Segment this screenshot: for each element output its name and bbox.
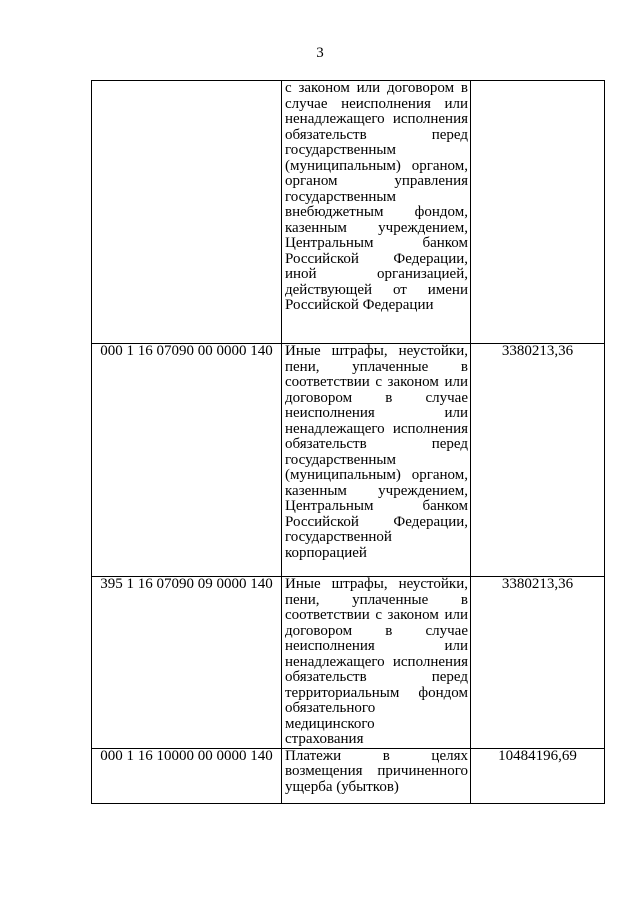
budget-code-cell: 395 1 16 07090 09 0000 140 [92, 577, 282, 749]
revenue-name-line: случае неисполнения или [285, 95, 468, 112]
revenue-name-line: возмещения причиненного [285, 763, 468, 779]
table-row [92, 748, 605, 803]
revenue-name-line: обязательств перед [285, 669, 468, 685]
revenue-name-line: ненадлежащего исполнения [285, 111, 468, 127]
revenue-table-body [92, 81, 605, 804]
revenue-name-line: пени, уплаченные в [285, 358, 468, 375]
revenue-name-line: казенным учреждением, [285, 482, 468, 499]
table-row [92, 344, 605, 577]
revenue-name-line: Российской Федерации, [285, 513, 468, 530]
revenue-name-line: органом управления [285, 173, 468, 189]
revenue-name-line: государственным [285, 142, 396, 158]
revenue-name-line: иной организацией, [285, 266, 468, 282]
revenue-name-line: договором в случае [285, 389, 468, 406]
revenue-name-text [282, 344, 470, 561]
revenue-name-line: внебюджетным фондом, [285, 204, 468, 220]
table-row [92, 577, 605, 749]
amount-cell [471, 81, 605, 344]
revenue-name-line: ненадлежащего исполнения [285, 653, 468, 670]
revenue-name-line: Платежи в целях [285, 747, 468, 764]
revenue-name-cell [282, 81, 471, 344]
revenue-name-cell [282, 344, 471, 577]
revenue-name-line: обязательного медицинского [285, 700, 376, 732]
revenue-name-cell [282, 748, 471, 803]
revenue-name-text [282, 577, 470, 748]
budget-code-cell: 000 1 16 10000 00 0000 140 [92, 748, 282, 803]
revenue-name-line: Иные штрафы, неустойки, [285, 343, 468, 359]
revenue-name-line: неисполнения или [285, 638, 468, 654]
revenue-name-line: договором в случае [285, 622, 468, 639]
revenue-table [91, 80, 605, 804]
revenue-name-line: ненадлежащего исполнения [285, 420, 468, 437]
budget-code-cell [92, 81, 282, 344]
table-row [92, 81, 605, 344]
revenue-name-line: соответствии с законом или [285, 374, 468, 390]
revenue-name-line: неисполнения или [285, 405, 468, 421]
revenue-name-line: (муниципальным) органом, [285, 467, 468, 483]
revenue-name-line: пени, уплаченные в [285, 591, 468, 608]
revenue-name-line: обязательств перед [285, 126, 468, 143]
revenue-name-line: Российской Федерации [285, 297, 434, 313]
revenue-name-line: Центральным банком [285, 498, 468, 514]
amount-cell: 10484196,69 [471, 748, 605, 803]
revenue-name-line: государственным [285, 188, 396, 205]
revenue-name-line: страхования [285, 731, 364, 747]
revenue-name-line: Российской Федерации, [285, 250, 468, 267]
revenue-name-line: казенным учреждением, [285, 219, 468, 236]
page-number: 3 [316, 45, 324, 61]
revenue-name-text [282, 81, 470, 314]
revenue-name-line: государственной [285, 529, 392, 545]
revenue-name-text [282, 749, 470, 796]
amount-cell: 3380213,36 [471, 344, 605, 577]
revenue-name-line: с законом или договором в [285, 80, 468, 96]
revenue-name-line: государственным [285, 451, 396, 468]
revenue-name-line: действующей от имени [285, 281, 468, 298]
revenue-name-line: обязательств перед [285, 436, 468, 452]
revenue-name-line: территориальным фондом [285, 684, 468, 701]
budget-code-cell: 000 1 16 07090 00 0000 140 [92, 344, 282, 577]
revenue-name-line: Иные штрафы, неустойки, [285, 576, 468, 592]
revenue-name-line: соответствии с законом или [285, 607, 468, 623]
amount-cell: 3380213,36 [471, 577, 605, 749]
revenue-name-line: корпорацией [285, 544, 367, 561]
revenue-name-line: ущерба (убытков) [285, 778, 399, 795]
revenue-name-line: (муниципальным) органом, [285, 157, 468, 174]
revenue-name-cell [282, 577, 471, 749]
revenue-name-line: Центральным банком [285, 235, 468, 251]
